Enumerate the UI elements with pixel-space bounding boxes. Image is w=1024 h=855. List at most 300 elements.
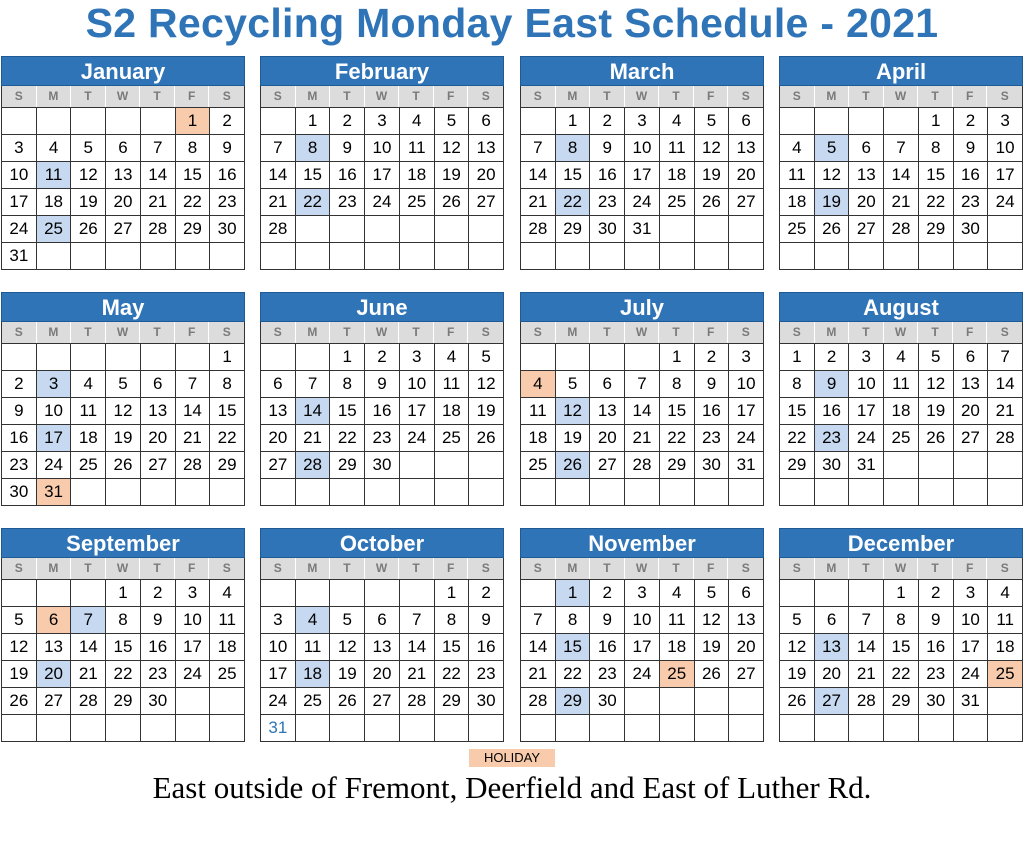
month-title: November — [520, 528, 764, 558]
day-cell: 2 — [815, 344, 850, 371]
empty-cell — [815, 108, 850, 135]
empty-cell — [71, 108, 106, 135]
day-cell: 11 — [521, 398, 556, 425]
weekday-label: M — [37, 86, 72, 107]
day-cell: 25 — [71, 452, 106, 479]
day-cell: 17 — [625, 162, 660, 189]
month-august — [779, 292, 1023, 506]
weekday-header — [260, 322, 504, 343]
empty-cell — [521, 344, 556, 371]
day-cell: 27 — [469, 189, 504, 216]
day-cell: 29 — [660, 452, 695, 479]
day-cell: 31 — [849, 452, 884, 479]
weekday-label: W — [625, 558, 660, 579]
day-cell: 23 — [590, 661, 625, 688]
day-cell: 9 — [2, 398, 37, 425]
day-cell: 20 — [849, 189, 884, 216]
empty-cell — [780, 108, 815, 135]
day-cell: 18 — [660, 162, 695, 189]
day-cell: 29 — [106, 688, 141, 715]
day-cell: 23 — [210, 189, 245, 216]
weekday-label: S — [728, 558, 763, 579]
day-cell: 2 — [590, 580, 625, 607]
day-cell: 21 — [176, 425, 211, 452]
empty-cell — [210, 479, 245, 506]
holiday-day: 31 — [37, 479, 72, 506]
empty-cell — [71, 243, 106, 270]
empty-cell — [919, 715, 954, 742]
day-cell: 19 — [435, 162, 470, 189]
pickup-day: 23 — [815, 425, 850, 452]
day-cell: 16 — [695, 398, 730, 425]
weekday-header — [520, 558, 764, 579]
day-cell: 11 — [780, 162, 815, 189]
empty-cell — [729, 216, 764, 243]
day-cell: 20 — [469, 162, 504, 189]
day-cell: 14 — [400, 634, 435, 661]
month-may — [1, 292, 245, 506]
weekday-label: W — [365, 322, 400, 343]
empty-cell — [780, 243, 815, 270]
day-cell: 18 — [435, 398, 470, 425]
day-cell: 31 — [261, 715, 296, 742]
day-cell: 8 — [780, 371, 815, 398]
day-cell: 5 — [780, 607, 815, 634]
day-cell: 26 — [815, 216, 850, 243]
empty-cell — [988, 216, 1023, 243]
day-cell: 28 — [261, 216, 296, 243]
month-title: July — [520, 292, 764, 322]
day-cell: 4 — [37, 135, 72, 162]
pickup-day: 27 — [815, 688, 850, 715]
day-cell: 28 — [988, 425, 1023, 452]
day-cell: 4 — [988, 580, 1023, 607]
empty-cell — [988, 688, 1023, 715]
empty-cell — [695, 216, 730, 243]
weekday-label: F — [175, 558, 210, 579]
day-cell: 21 — [988, 398, 1023, 425]
day-cell: 28 — [176, 452, 211, 479]
day-cell: 29 — [780, 452, 815, 479]
day-cell: 26 — [780, 688, 815, 715]
weekday-label: F — [175, 322, 210, 343]
empty-cell — [210, 715, 245, 742]
empty-cell — [106, 479, 141, 506]
empty-cell — [400, 243, 435, 270]
weekday-label: T — [330, 86, 365, 107]
empty-cell — [815, 580, 850, 607]
day-cell: 21 — [625, 425, 660, 452]
day-cell: 15 — [884, 634, 919, 661]
weekday-label: M — [556, 558, 591, 579]
month-april — [779, 56, 1023, 270]
day-cell: 22 — [780, 425, 815, 452]
day-cell: 6 — [590, 371, 625, 398]
day-cell: 26 — [469, 425, 504, 452]
day-cell: 18 — [780, 189, 815, 216]
day-cell: 9 — [469, 607, 504, 634]
empty-cell — [71, 715, 106, 742]
weekday-label: M — [815, 558, 850, 579]
empty-cell — [954, 243, 989, 270]
day-cell: 29 — [176, 216, 211, 243]
day-cell: 27 — [37, 688, 72, 715]
weekday-header — [1, 322, 245, 343]
empty-cell — [556, 479, 591, 506]
weekday-label: S — [261, 86, 296, 107]
day-cell: 3 — [729, 344, 764, 371]
empty-cell — [435, 216, 470, 243]
weekday-label: F — [175, 86, 210, 107]
day-cell: 28 — [71, 688, 106, 715]
empty-cell — [2, 108, 37, 135]
empty-cell — [400, 715, 435, 742]
pickup-day: 3 — [37, 371, 72, 398]
empty-cell — [780, 580, 815, 607]
weekday-label: M — [37, 558, 72, 579]
empty-cell — [400, 216, 435, 243]
empty-cell — [521, 108, 556, 135]
day-cell: 23 — [590, 189, 625, 216]
day-cell: 30 — [590, 688, 625, 715]
empty-cell — [176, 479, 211, 506]
pickup-day: 26 — [556, 452, 591, 479]
day-cell: 2 — [365, 344, 400, 371]
day-cell: 29 — [210, 452, 245, 479]
day-cell: 4 — [780, 135, 815, 162]
weekday-label: M — [296, 322, 331, 343]
weekday-label: M — [815, 86, 850, 107]
day-cell: 4 — [884, 344, 919, 371]
weekday-label: M — [296, 558, 331, 579]
pickup-day: 9 — [815, 371, 850, 398]
empty-cell — [261, 479, 296, 506]
day-cell: 5 — [71, 135, 106, 162]
day-cell: 12 — [469, 371, 504, 398]
weekday-label: S — [468, 86, 503, 107]
day-cell: 3 — [176, 580, 211, 607]
day-cell: 23 — [141, 661, 176, 688]
day-cell: 2 — [954, 108, 989, 135]
day-grid — [520, 343, 764, 506]
empty-cell — [37, 580, 72, 607]
day-cell: 18 — [71, 425, 106, 452]
day-cell: 1 — [556, 108, 591, 135]
weekday-header — [1, 558, 245, 579]
empty-cell — [815, 715, 850, 742]
day-cell: 26 — [330, 688, 365, 715]
weekday-label: S — [521, 322, 556, 343]
day-grid — [260, 343, 504, 506]
day-cell: 2 — [210, 108, 245, 135]
day-cell: 22 — [556, 661, 591, 688]
day-cell: 21 — [261, 189, 296, 216]
month-title: May — [1, 292, 245, 322]
empty-cell — [729, 243, 764, 270]
day-cell: 16 — [469, 634, 504, 661]
day-cell: 8 — [330, 371, 365, 398]
day-cell: 6 — [849, 135, 884, 162]
empty-cell — [590, 243, 625, 270]
day-cell: 2 — [330, 108, 365, 135]
month-title: August — [779, 292, 1023, 322]
day-cell: 15 — [435, 634, 470, 661]
weekday-label: F — [434, 322, 469, 343]
day-cell: 27 — [849, 216, 884, 243]
day-cell: 16 — [954, 162, 989, 189]
empty-cell — [330, 243, 365, 270]
day-cell: 6 — [365, 607, 400, 634]
day-cell: 5 — [106, 371, 141, 398]
day-cell: 8 — [919, 135, 954, 162]
day-cell: 14 — [261, 162, 296, 189]
weekday-label: S — [209, 558, 244, 579]
day-cell: 21 — [849, 661, 884, 688]
weekday-label: T — [590, 86, 625, 107]
service-area-note: East outside of Fremont, Deerfield and East of Luther Rd. — [152, 770, 872, 805]
pickup-day: 1 — [556, 580, 591, 607]
weekday-label: T — [140, 86, 175, 107]
day-cell: 2 — [469, 580, 504, 607]
pickup-day: 17 — [37, 425, 72, 452]
empty-cell — [521, 715, 556, 742]
day-cell: 26 — [435, 189, 470, 216]
day-cell: 4 — [400, 108, 435, 135]
pickup-day: 19 — [815, 189, 850, 216]
weekday-label: S — [987, 558, 1022, 579]
empty-cell — [2, 580, 37, 607]
empty-cell — [954, 715, 989, 742]
weekday-label: M — [296, 86, 331, 107]
holiday-day: 1 — [176, 108, 211, 135]
day-grid — [779, 579, 1023, 742]
day-cell: 27 — [261, 452, 296, 479]
day-cell: 17 — [729, 398, 764, 425]
day-cell: 9 — [141, 607, 176, 634]
month-title: December — [779, 528, 1023, 558]
pickup-day: 28 — [296, 452, 331, 479]
day-cell: 18 — [521, 425, 556, 452]
day-cell: 25 — [296, 688, 331, 715]
weekday-label: T — [71, 558, 106, 579]
day-cell: 12 — [695, 135, 730, 162]
empty-cell — [884, 108, 919, 135]
day-cell: 17 — [849, 398, 884, 425]
weekday-label: W — [625, 322, 660, 343]
empty-cell — [435, 243, 470, 270]
empty-cell — [330, 479, 365, 506]
empty-cell — [556, 344, 591, 371]
day-cell: 23 — [2, 452, 37, 479]
pickup-day: 14 — [296, 398, 331, 425]
day-cell: 7 — [625, 371, 660, 398]
weekday-label: W — [106, 558, 141, 579]
month-november — [520, 528, 764, 742]
empty-cell — [296, 580, 331, 607]
day-cell: 1 — [296, 108, 331, 135]
day-cell: 22 — [435, 661, 470, 688]
empty-cell — [71, 344, 106, 371]
empty-cell — [815, 479, 850, 506]
empty-cell — [815, 243, 850, 270]
weekday-label: S — [2, 322, 37, 343]
day-cell: 9 — [954, 135, 989, 162]
day-cell: 13 — [729, 607, 764, 634]
empty-cell — [660, 216, 695, 243]
day-cell: 30 — [365, 452, 400, 479]
day-cell: 22 — [660, 425, 695, 452]
empty-cell — [521, 243, 556, 270]
day-cell: 31 — [2, 243, 37, 270]
day-cell: 13 — [469, 135, 504, 162]
weekday-label: W — [884, 322, 919, 343]
day-cell: 7 — [884, 135, 919, 162]
day-cell: 3 — [954, 580, 989, 607]
month-title: October — [260, 528, 504, 558]
day-cell: 13 — [106, 162, 141, 189]
day-cell: 30 — [210, 216, 245, 243]
empty-cell — [2, 344, 37, 371]
weekday-label: F — [434, 558, 469, 579]
day-cell: 10 — [729, 371, 764, 398]
empty-cell — [296, 243, 331, 270]
day-cell: 7 — [521, 607, 556, 634]
pickup-day: 22 — [556, 189, 591, 216]
day-cell: 25 — [660, 189, 695, 216]
month-title: April — [779, 56, 1023, 86]
day-cell: 25 — [884, 425, 919, 452]
empty-cell — [296, 479, 331, 506]
day-cell: 23 — [330, 189, 365, 216]
day-cell: 14 — [521, 162, 556, 189]
day-cell: 5 — [556, 371, 591, 398]
day-cell: 3 — [849, 344, 884, 371]
weekday-label: T — [590, 558, 625, 579]
weekday-label: M — [556, 322, 591, 343]
weekday-label: T — [659, 558, 694, 579]
weekday-label: W — [106, 322, 141, 343]
empty-cell — [660, 479, 695, 506]
day-cell: 27 — [954, 425, 989, 452]
empty-cell — [469, 715, 504, 742]
day-cell: 16 — [2, 425, 37, 452]
day-cell: 15 — [330, 398, 365, 425]
weekday-label: S — [780, 86, 815, 107]
pickup-day: 29 — [556, 688, 591, 715]
day-cell: 13 — [37, 634, 72, 661]
pickup-day: 12 — [556, 398, 591, 425]
day-cell: 21 — [521, 661, 556, 688]
empty-cell — [556, 243, 591, 270]
day-cell: 24 — [400, 425, 435, 452]
day-cell: 21 — [884, 189, 919, 216]
empty-cell — [919, 479, 954, 506]
day-cell: 23 — [919, 661, 954, 688]
empty-cell — [71, 479, 106, 506]
day-cell: 5 — [695, 580, 730, 607]
empty-cell — [141, 479, 176, 506]
pickup-day: 11 — [37, 162, 72, 189]
day-cell: 19 — [695, 634, 730, 661]
empty-cell — [365, 243, 400, 270]
weekday-label: S — [987, 86, 1022, 107]
day-cell: 4 — [660, 108, 695, 135]
weekday-header — [260, 558, 504, 579]
empty-cell — [435, 452, 470, 479]
month-title: March — [520, 56, 764, 86]
empty-cell — [176, 243, 211, 270]
day-cell: 30 — [695, 452, 730, 479]
empty-cell — [365, 580, 400, 607]
empty-cell — [849, 580, 884, 607]
day-cell: 6 — [106, 135, 141, 162]
day-cell: 24 — [625, 661, 660, 688]
empty-cell — [141, 108, 176, 135]
weekday-label: S — [2, 558, 37, 579]
day-cell: 12 — [919, 371, 954, 398]
day-cell: 22 — [106, 661, 141, 688]
holiday-day: 4 — [521, 371, 556, 398]
empty-cell — [988, 479, 1023, 506]
empty-cell — [296, 715, 331, 742]
empty-cell — [106, 243, 141, 270]
day-cell: 20 — [729, 634, 764, 661]
month-title: June — [260, 292, 504, 322]
day-cell: 5 — [435, 108, 470, 135]
day-cell: 11 — [71, 398, 106, 425]
empty-cell — [365, 715, 400, 742]
day-cell: 16 — [330, 162, 365, 189]
weekday-label: S — [209, 322, 244, 343]
weekday-label: T — [659, 86, 694, 107]
day-cell: 11 — [660, 135, 695, 162]
day-cell: 7 — [261, 135, 296, 162]
weekday-label: W — [365, 86, 400, 107]
day-cell: 19 — [556, 425, 591, 452]
day-cell: 28 — [521, 688, 556, 715]
day-cell: 9 — [590, 135, 625, 162]
day-cell: 6 — [954, 344, 989, 371]
day-cell: 11 — [884, 371, 919, 398]
pickup-day: 5 — [815, 135, 850, 162]
empty-cell — [106, 715, 141, 742]
day-cell: 31 — [729, 452, 764, 479]
day-cell: 5 — [469, 344, 504, 371]
day-cell: 1 — [106, 580, 141, 607]
day-grid — [260, 107, 504, 270]
day-cell: 10 — [988, 135, 1023, 162]
day-cell: 8 — [556, 607, 591, 634]
day-cell: 24 — [988, 189, 1023, 216]
day-cell: 10 — [849, 371, 884, 398]
day-cell: 19 — [2, 661, 37, 688]
empty-cell — [261, 108, 296, 135]
month-title: February — [260, 56, 504, 86]
day-cell: 13 — [141, 398, 176, 425]
day-cell: 17 — [176, 634, 211, 661]
empty-cell — [729, 688, 764, 715]
day-cell: 24 — [625, 189, 660, 216]
empty-cell — [330, 580, 365, 607]
weekday-label: S — [728, 86, 763, 107]
day-cell: 9 — [330, 135, 365, 162]
empty-cell — [695, 479, 730, 506]
day-cell: 4 — [210, 580, 245, 607]
day-grid — [520, 579, 764, 742]
pickup-day: 22 — [296, 189, 331, 216]
day-cell: 2 — [141, 580, 176, 607]
day-cell: 23 — [954, 189, 989, 216]
